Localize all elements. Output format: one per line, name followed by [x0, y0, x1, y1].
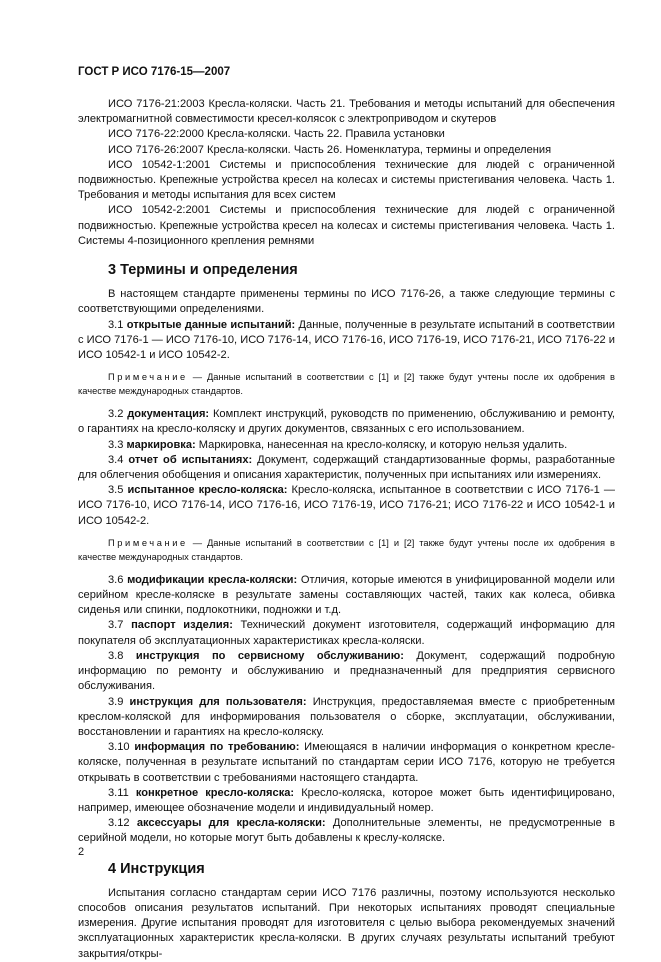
definition-term: модификации кресла-коляски: [127, 573, 298, 586]
reference-item: ИСО 10542-2:2001 Системы и приспособления технические для людей с ограниченной подвижностью. Крепежные устройства кресел на колесах и системы пристегивания человека. Часть 1. Системы 4-позиционного крепления ремнями [78, 204, 615, 247]
definition-text: Имеющаяся в наличии информация о конкретном кресле-коляске, полученная в результате испытаний по стандартам серии ИСО 7176, которую не требуется открывать в соответствии с требованиями настоящего стандарта. [78, 741, 615, 784]
definition-item [78, 573, 615, 619]
definition-item [78, 407, 615, 437]
definition-text: Инструкция, предоставляемая вместе с приобретенным креслом-коляской для информирования пользователя о сборке, эксплуатации, обслуживании, восстановлении и гарантиях на кресло-коляску. [78, 695, 615, 738]
definition-text: Кресло-коляска, испытанное в соответствии с ИСО 7176-1 — ИСО 7176-10, ИСО 7176-14, ИСО 7176-16, ИСО 7176-19, ИСО 7176-21; ИСО 7176-22 и ИСО 10542-1 и ИСО 10542-2. [78, 484, 615, 527]
definitions-list [78, 318, 615, 847]
definition-number: 3.12 [108, 817, 130, 830]
section-3-heading: 3 Термины и определения [108, 262, 298, 279]
definition-item [78, 695, 615, 741]
document-header: ГОСТ Р ИСО 7176-15—2007 [78, 66, 231, 78]
reference-item: ИСО 7176-22:2000 Кресла-коляски. Часть 22. Правила установки [108, 128, 445, 141]
definition-number: 3.3 [108, 438, 124, 451]
definition-text: Документ, содержащий стандартизованные формы, разработанные для облегчения обобщения и описания характеристик, полученных при испытаниях или измерениях. [78, 453, 616, 482]
section-3-intro: В настоящем стандарте применены термины по ИСО 7176-26, а также следующие термины с соответствующими определениями. [78, 288, 615, 316]
section-4-heading: 4 Инструкция [108, 860, 205, 877]
definition-number: 3.10 [108, 741, 130, 754]
note-label: Примечание [108, 537, 188, 548]
reference-item: ИСО 10542-1:2001 Системы и приспособления технические для людей с ограниченной подвижностью. Крепежные устройства кресел на колесах и системы пристегивания человека. Часть 1. Требования и методы испытания для всех систем [78, 158, 615, 202]
reference-item: ИСО 7176-21:2003 Кресла-коляски. Часть 21. Требования и методы испытаний для обеспечения электромагнитной совместимости кресел-колясок с электроприводом и скутеров [78, 98, 615, 126]
definition-item [78, 816, 615, 846]
definition-term: документация: [127, 408, 210, 421]
definition-item [78, 453, 615, 483]
definition-text: Документ, содержащий подробную информацию по ремонту и обслуживанию и предназначенный для предприятия сервисного обслуживания. [78, 649, 615, 693]
definition-text: Дополнительные элементы, не предусмотренные в серийной модели, но которые могут быть добавлены к креслу-коляске. [78, 817, 615, 845]
definition-item [78, 649, 615, 695]
definition-item [78, 786, 615, 816]
definition-text: Технический документ изготовителя, содержащий информацию для покупателя об эксплуатационных характеристиках кресла-коляски. [78, 619, 615, 647]
definition-term: аксессуары для кресла-коляски: [136, 817, 326, 830]
note-label: Примечание [108, 372, 188, 383]
section-4-text: Испытания согласно стандартам серии ИСО 7176 различны, поэтому используются несколько способов описания результатов испытаний. При некоторых испытаниях проводят специальные измерения. Другие испытания проводят для изготовителя с целью выбора рекомендуемых значений эксплуатационных характеристик кресла-коляски. В других случаях результаты испытаний требуют закрытия/откры- [78, 886, 615, 960]
definition-term: инструкция по сервисному обслуживанию: [135, 649, 404, 662]
note-text: — Данные испытаний в соответствии с [1] и [2] также будут учтены после их одобрения в качестве международных стандартов. [78, 537, 615, 562]
definition-term: конкретное кресло-коляска: [135, 786, 295, 799]
definition-item [78, 740, 615, 786]
definition-number: 3.2 [108, 408, 124, 421]
definition-term: маркировка: [126, 438, 196, 451]
definition-text: Маркировка, нанесенная на кресло-коляску, и которую нельзя удалить. [198, 438, 568, 451]
definition-number: 3.11 [108, 786, 129, 799]
definition-term: испытанное кресло-коляска: [127, 484, 288, 497]
definition-term: информация по требованию: [134, 741, 300, 754]
definition-text: Кресло-коляска, которое может быть идентифицировано, например, имеющее обозначение модели и индивидуальный номер. [78, 786, 615, 814]
definition-term: открытые данные испытаний: [126, 318, 296, 331]
page-number: 2 [78, 846, 85, 858]
definition-item [78, 483, 615, 529]
page-body [78, 97, 615, 962]
definition-number: 3.7 [108, 619, 124, 632]
definition-term: паспорт изделия: [131, 619, 233, 632]
reference-item: ИСО 7176-26:2007 Кресла-коляски. Часть 26. Номенклатура, термины и определения [108, 143, 552, 156]
definition-number: 3.6 [108, 573, 124, 586]
definition-number: 3.9 [108, 695, 124, 708]
note-text: — Данные испытаний в соответствии с [1] и [2] также будут учтены после их одобрения в качестве международных стандартов. [78, 372, 615, 397]
definition-item [78, 438, 615, 453]
note [78, 536, 615, 564]
definition-term: инструкция для пользователя: [129, 695, 307, 708]
definition-number: 3.8 [108, 649, 124, 662]
definition-item [78, 618, 615, 648]
definition-number: 3.1 [108, 318, 124, 331]
note [78, 370, 615, 398]
definition-item [78, 318, 615, 364]
definition-text: Данные, полученные в результате испытаний в соответствии с ИСО 7176-1 — ИСО 7176-10, ИСО 7176-14, ИСО 7176-16, ИСО 7176-19, ИСО 7176-21, ИСО 7176-22 и ИСО 10542-1 и ИСО 10542-2. [78, 318, 615, 362]
definition-term: отчет об испытаниях: [128, 453, 253, 466]
definition-text: Отличия, которые имеются в унифицированной модели или серийном кресле-коляске в результате замены составляющих частей, таких как колеса, обивка сиденья или спинки, подлокотники, подножки и т.д. [78, 573, 615, 617]
definition-text: Комплект инструкций, руководств по применению, обслуживанию и ремонту, о гарантиях на кресло-коляску и других документов, связанных с его использованием. [78, 408, 616, 436]
references-list [78, 97, 615, 249]
definition-number: 3.4 [108, 453, 124, 466]
definition-number: 3.5 [108, 484, 124, 497]
